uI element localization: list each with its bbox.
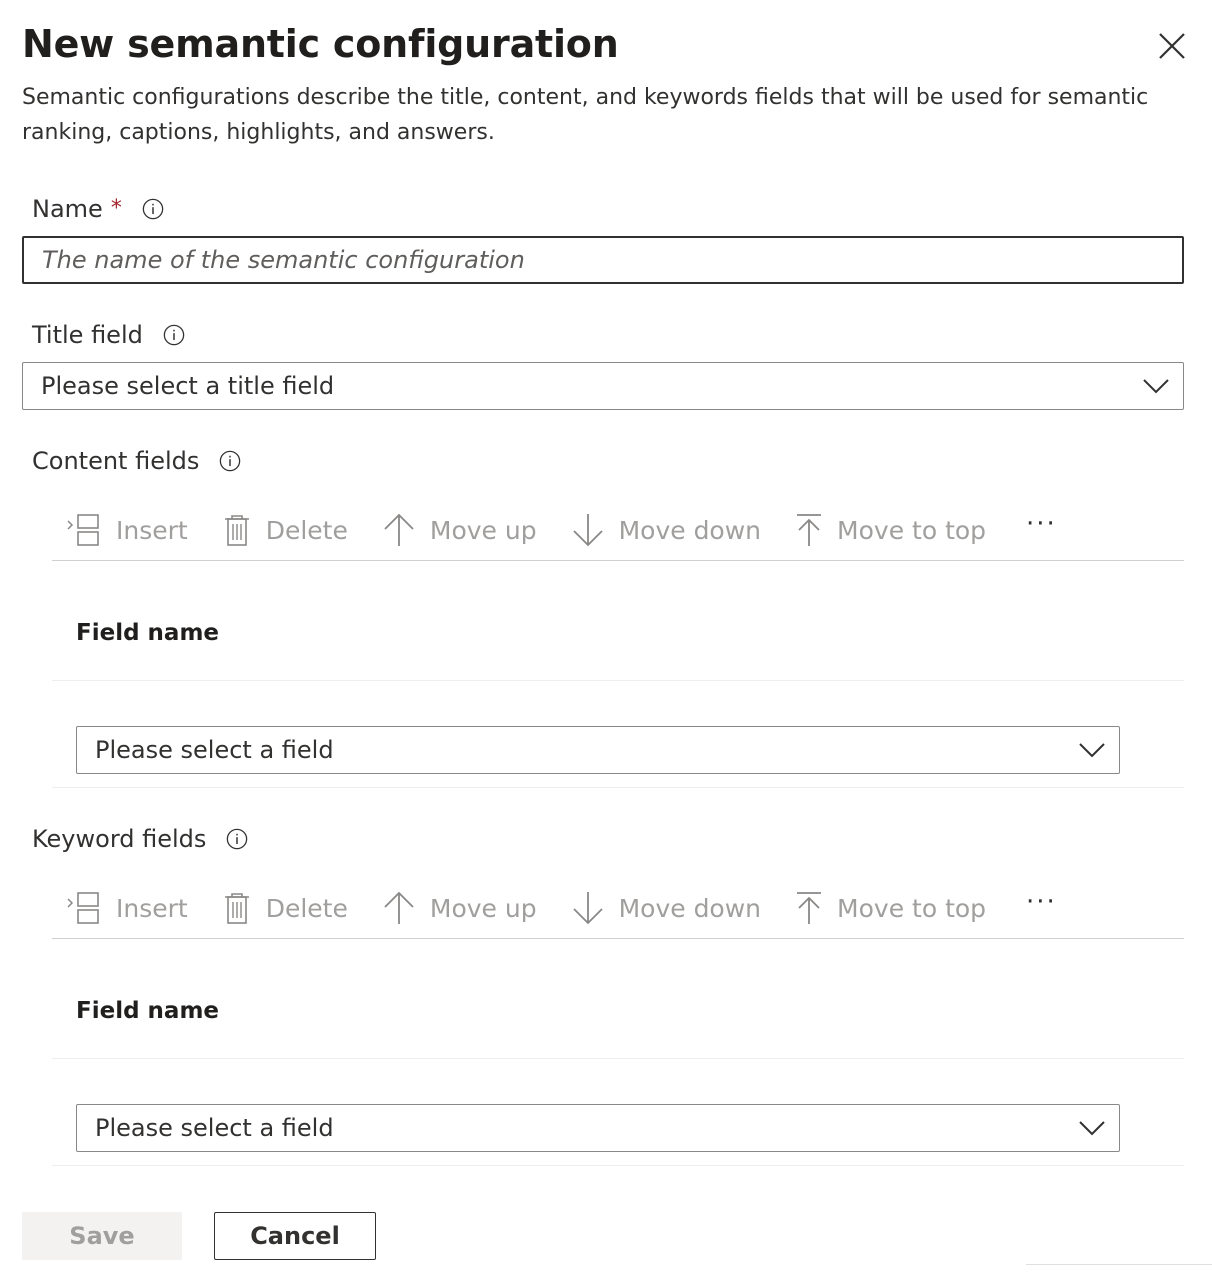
save-button[interactable]: Save <box>22 1212 182 1260</box>
chevron-down-icon <box>1143 378 1169 394</box>
panel-title: New semantic configuration <box>22 22 619 66</box>
content-move-up-button[interactable] <box>382 506 537 554</box>
keyword-fields-label: Keyword fields <box>32 825 207 853</box>
info-icon[interactable] <box>226 828 248 850</box>
chevron-down-icon <box>1079 1120 1105 1136</box>
insert-row-icon <box>66 891 102 925</box>
move-up-label: Move up <box>429 893 537 923</box>
arrow-up-icon <box>382 891 416 925</box>
insert-label: Insert <box>116 893 188 923</box>
info-icon[interactable] <box>142 198 164 220</box>
move-to-top-icon <box>795 891 823 925</box>
content-fields-toolbar <box>52 500 1184 561</box>
table-row <box>52 681 1184 788</box>
content-insert-button[interactable] <box>66 506 188 554</box>
content-field-selected: Please select a field <box>95 736 334 764</box>
trash-icon <box>222 891 252 925</box>
keyword-fields-toolbar <box>52 878 1184 939</box>
insert-row-icon <box>66 513 102 547</box>
close-button[interactable] <box>1154 28 1190 64</box>
keyword-move-down-button[interactable] <box>571 884 761 932</box>
more-options-icon[interactable]: ··· <box>1026 887 1057 917</box>
field-name-header: Field name <box>76 620 220 646</box>
title-field-dropdown[interactable] <box>22 362 1184 410</box>
insert-label: Insert <box>116 515 188 545</box>
name-label-row <box>32 192 164 226</box>
panel-footer <box>0 1196 1212 1272</box>
name-label: Name <box>32 195 103 223</box>
panel-description: Semantic configurations describe the title, content, and keywords fields that will be used for semantic ranking, captions, highlights, and answers. <box>22 85 1149 145</box>
move-down-label: Move down <box>618 515 762 545</box>
delete-label: Delete <box>265 893 348 923</box>
keyword-fields-label-row <box>32 822 248 856</box>
info-icon[interactable] <box>163 324 185 346</box>
keyword-field-dropdown[interactable] <box>76 1104 1120 1152</box>
keyword-fields-column-header <box>52 940 1184 1059</box>
title-field-label: Title field <box>32 321 143 349</box>
move-to-top-label: Move to top <box>837 515 987 545</box>
move-to-top-icon <box>795 513 823 547</box>
content-delete-button[interactable] <box>222 506 348 554</box>
title-field-label-row <box>32 318 185 352</box>
content-fields-label-row <box>32 444 241 478</box>
delete-label: Delete <box>265 515 348 545</box>
close-icon <box>1158 32 1186 60</box>
keyword-delete-button[interactable] <box>222 884 348 932</box>
content-field-dropdown[interactable] <box>76 726 1120 774</box>
field-name-header: Field name <box>76 998 220 1024</box>
move-down-label: Move down <box>618 893 762 923</box>
more-options-icon[interactable]: ··· <box>1026 509 1057 539</box>
content-move-to-top-button[interactable] <box>795 506 986 554</box>
content-move-down-button[interactable] <box>571 506 761 554</box>
content-fields-label: Content fields <box>32 447 200 475</box>
content-fields-column-header <box>52 562 1184 681</box>
move-to-top-label: Move to top <box>837 893 987 923</box>
chevron-down-icon <box>1079 742 1105 758</box>
keyword-move-to-top-button[interactable] <box>795 884 986 932</box>
info-icon[interactable] <box>219 450 241 472</box>
keyword-insert-button[interactable] <box>66 884 188 932</box>
keyword-move-up-button[interactable] <box>382 884 537 932</box>
keyword-field-selected: Please select a field <box>95 1114 334 1142</box>
cancel-button[interactable]: Cancel <box>214 1212 376 1260</box>
trash-icon <box>222 513 252 547</box>
move-up-label: Move up <box>429 515 537 545</box>
arrow-down-icon <box>571 891 605 925</box>
table-row <box>52 1059 1184 1166</box>
arrow-down-icon <box>571 513 605 547</box>
arrow-up-icon <box>382 513 416 547</box>
required-mark: * <box>110 196 122 221</box>
divider <box>1026 1264 1212 1265</box>
title-field-selected: Please select a title field <box>41 372 335 400</box>
name-input[interactable] <box>22 236 1184 284</box>
